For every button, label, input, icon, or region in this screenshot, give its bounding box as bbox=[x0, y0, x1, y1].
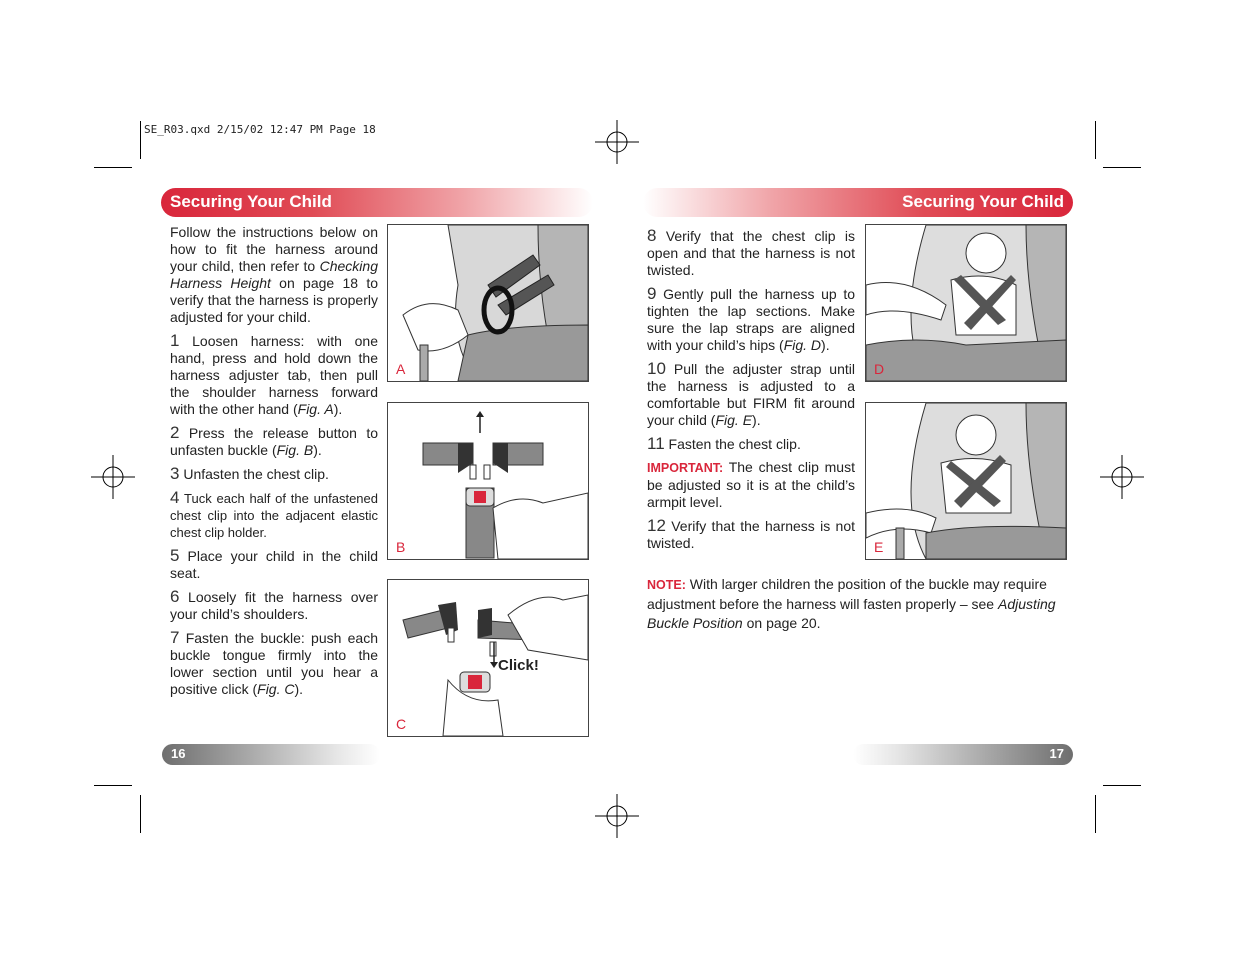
figure-label-b: B bbox=[396, 539, 406, 555]
right-page-footer bbox=[853, 744, 1073, 765]
child-adjust-illustration bbox=[866, 403, 1066, 559]
step-12: 12 Verify that the harness is not twisted. bbox=[647, 516, 855, 551]
left-header-title: Securing Your Child bbox=[170, 192, 332, 211]
step-1: 1 Loosen harness: with one hand, press and hold down the harness adjuster tab, then pull the shoulder harness forward with the other hand (Fig. A). bbox=[170, 331, 378, 417]
buckle-fasten-illustration bbox=[388, 580, 588, 736]
figure-c bbox=[387, 579, 589, 737]
buckle-release-illustration bbox=[388, 403, 588, 559]
seat-harness-illustration bbox=[388, 225, 588, 381]
left-text-column bbox=[170, 224, 378, 704]
figure-label-d: D bbox=[874, 361, 885, 377]
right-page-header bbox=[643, 188, 1073, 217]
crop-mark bbox=[1103, 167, 1141, 168]
important-note: IMPORTANT: The chest clip must be adjusted so it is at the child’s armpit level. bbox=[647, 459, 855, 510]
step-3: 3 Unfasten the chest clip. bbox=[170, 464, 329, 483]
crop-mark bbox=[140, 121, 141, 159]
step-4: 4 Tuck each half of the unfastened chest clip into the adjacent elastic chest clip holder. bbox=[170, 488, 378, 540]
crop-mark bbox=[1103, 785, 1141, 786]
step-11: 11 Fasten the chest clip. bbox=[647, 434, 801, 453]
figure-label-a: A bbox=[396, 361, 406, 377]
crop-mark bbox=[140, 795, 141, 833]
step-5: 5 Place your child in the child seat. bbox=[170, 546, 378, 581]
crop-mark bbox=[1095, 795, 1096, 833]
figure-d bbox=[865, 224, 1067, 382]
figure-label-e: E bbox=[874, 539, 884, 555]
step-2: 2 Press the release button to unfasten buckle (Fig. B). bbox=[170, 423, 378, 458]
left-page-header bbox=[161, 188, 593, 217]
crop-mark bbox=[1095, 121, 1096, 159]
figure-a bbox=[387, 224, 589, 382]
right-header-title: Securing Your Child bbox=[902, 192, 1064, 211]
note-paragraph: NOTE: With larger children the position of the buckle may require adjustment before the harness will fasten properly – see Adjusting Buckle Position on page 20. bbox=[647, 576, 1056, 631]
click-callout: Click! bbox=[498, 657, 539, 674]
figure-e bbox=[865, 402, 1067, 560]
page-number-right: 17 bbox=[1049, 746, 1064, 761]
step-7: 7 Fasten the buckle: push each buckle tongue firmly into the lower section until you hear a positive click (Fig. C). bbox=[170, 628, 378, 697]
child-in-seat-illustration bbox=[866, 225, 1066, 381]
crop-mark bbox=[94, 785, 132, 786]
step-10: 10 Pull the adjuster strap until the harness is adjusted to a comfortable but FIRM fit around your child (Fig. E). bbox=[647, 359, 855, 428]
crop-mark bbox=[94, 167, 132, 168]
figure-label-c: C bbox=[396, 716, 407, 732]
registration-mark-icon bbox=[91, 455, 135, 499]
file-slug: SE_R03.qxd 2/15/02 12:47 PM Page 18 bbox=[144, 123, 376, 136]
figure-b bbox=[387, 402, 589, 560]
right-text-column bbox=[647, 227, 855, 558]
page-number-left: 16 bbox=[171, 746, 186, 761]
step-8: 8 Verify that the chest clip is open and that the harness is not twisted. bbox=[647, 226, 855, 278]
step-9: 9 Gently pull the harness up to tighten the lap sections. Make sure the lap straps are aligned with your child’s hips (Fig. D). bbox=[647, 284, 855, 353]
step-6: 6 Loosely fit the harness over your child’s shoulders. bbox=[170, 587, 378, 622]
registration-mark-icon bbox=[595, 794, 639, 838]
intro-paragraph: Follow the instructions below on how to fit the harness around your child, then refer to Checking Harness Height on page 18 to verify that the harness is properly adjusted for your child. bbox=[170, 224, 378, 325]
registration-mark-icon bbox=[595, 120, 639, 164]
left-page-footer bbox=[162, 744, 380, 765]
registration-mark-icon bbox=[1100, 455, 1144, 499]
